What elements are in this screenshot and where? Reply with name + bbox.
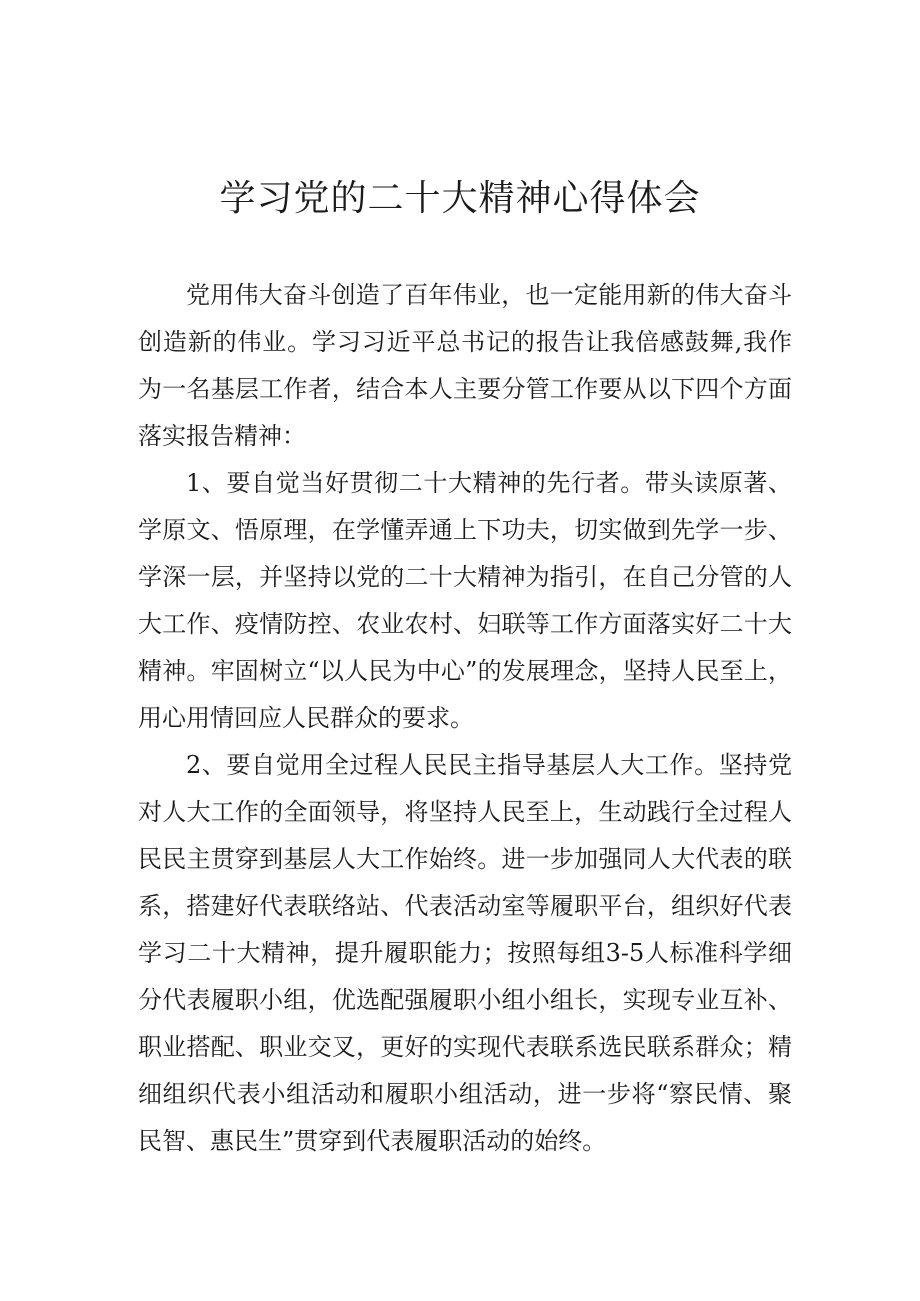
- document-title: 学习党的二十大精神心得体会: [219, 178, 701, 219]
- paragraph-intro: 党用伟大奋斗创造了百年伟业，也一定能用新的伟大奋斗创造新的伟业。学习习近平总书记的报告让我倍感鼓舞,我作为一名基层工作者，结合本人主要分管工作要从以下四个方面落实报告精神：: [138, 281, 792, 450]
- document-body: [138, 272, 792, 1165]
- paragraph-point-1: 1、要自觉当好贯彻二十大精神的先行者。带头读原著、学原文、悟原理，在学懂弄通上下功夫，切实做到先学一步、学深一层，并坚持以党的二十大精神为指引，在自己分管的人大工作、疫情防控、农业农村、妇联等工作方面落实好二十大精神。牢固树立“以人民为中心”的发展理念，坚持人民至上，用心用情回应人民群众的要求。: [138, 469, 792, 732]
- paragraph-point-2: 2、要自觉用全过程人民民主指导基层人大工作。坚持党对人大工作的全面领导，将坚持人民至上，生动践行全过程人民民主贯穿到基层人大工作始终。进一步加强同人大代表的联系，搭建好代表联络站、代表活动室等履职平台，组织好代表学习二十大精神，提升履职能力；按照每组3-5人标准科学细分代表履职小组，优选配强履职小组小组长，实现专业互补、职业搭配、职业交叉，更好的实现代表联系选民联系群众；精细组织代表小组活动和履职小组活动，进一步将“察民情、聚民智、惠民生”贯穿到代表履职活动的始终。: [138, 751, 792, 1155]
